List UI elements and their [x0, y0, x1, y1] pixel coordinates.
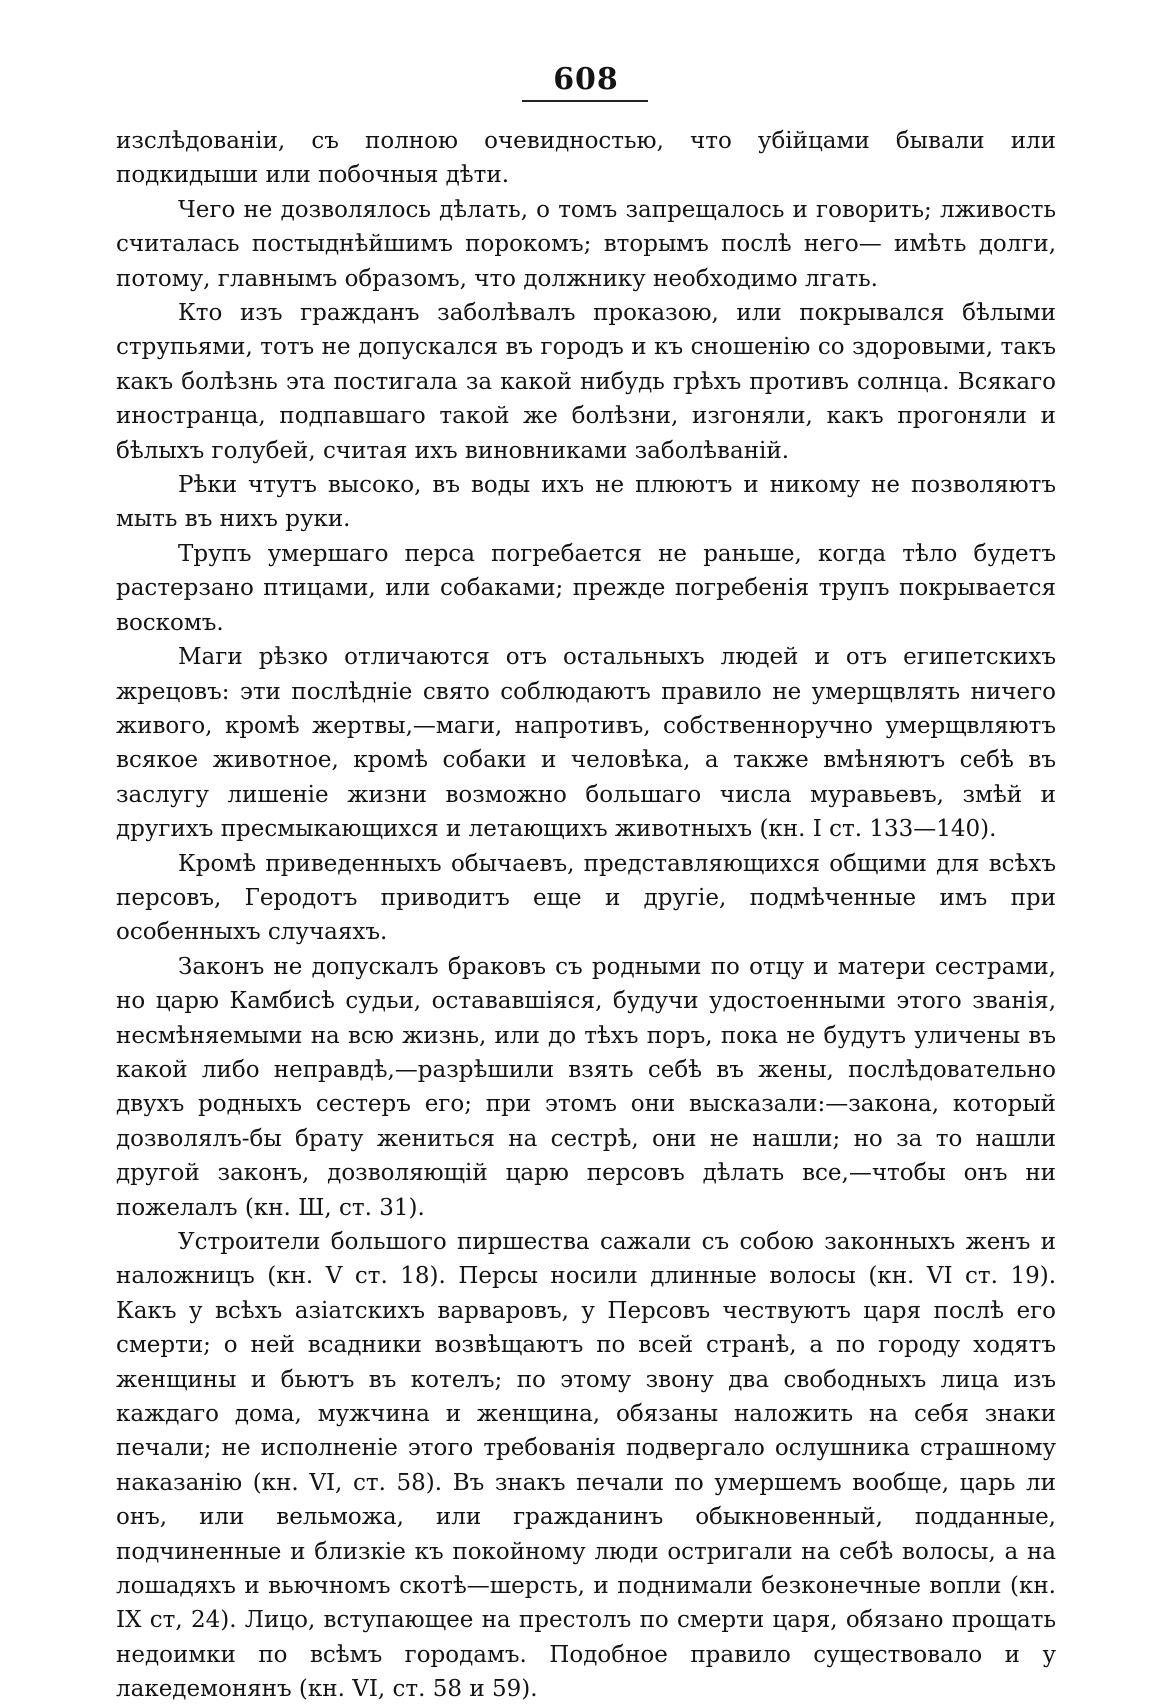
paragraph: изслѣдованіи, съ полною очевидностью, что убійцами бывали или подкидыши или побочныя дѣти. [116, 128, 1056, 189]
page-number: 608 [553, 62, 619, 97]
paragraph: Законъ не допускалъ браковъ съ родными по отцу и матери сестрами, но царю Камбисѣ судьи, остававшіяся, будучи удостоенными этого званія, несмѣняемыми на всю жизнь, или до тѣхъ поръ, пока не будутъ уличены въ какой либо неправдѣ,—разрѣшили взять себѣ въ жены, послѣдовательно двухъ родныхъ сестеръ его; при этомъ они высказали:—закона, который дозволялъ-бы брату жениться на сестрѣ, они не нашли; но за то нашли другой законъ, дозволяющій царю персовъ дѣлать все,—чтобы онъ ни пожелалъ (кн. Ш, ст. 31). [116, 953, 1056, 1221]
paragraph: Устроители большого пиршества сажали съ собою законныхъ женъ и наложницъ (кн. V ст. 18). Персы носили длинные волосы (кн. VI ст. 19). Какъ у всѣхъ азіатскихъ варваровъ, у Персовъ чествуютъ царя послѣ его смерти; о ней всадники возвѣщаютъ по всей странѣ, а по городу ходятъ женщины и бьютъ въ котелъ; по этому звону два свободныхъ лица изъ каждаго дома, мужчина и женщина, обязаны наложить на себя знаки печали; не исполненіе этого требованія подвергало ослушника страшному наказанію (кн. VI, ст. 58). Въ знакъ печали по умершемъ вообще, царь ли онъ, или вельможа, или гражданинъ обыкновенный, подданные, подчиненные и близкіе къ покойному люди остригали на себѣ волосы, а на лошадяхъ и вьючномъ скотѣ—шерсть, и поднимали безконечные вопли (кн. IX ст, 24). Лицо, вступающее на престолъ по смерти царя, обязано прощать недоимки по всѣмъ городамъ. Подобное правило существовало и у лакедемонянъ (кн. VI, ст. 58 и 59). [116, 1229, 1056, 1703]
paragraph: Чего не дозволялось дѣлать, о томъ запрещалось и говорить; лживость считалась постыднѣйшимъ порокомъ; вторымъ послѣ него— имѣть долги, потому, главнымъ образомъ, что должнику необходимо лгать. [116, 196, 1056, 292]
paragraph: Маги рѣзко отличаются отъ остальныхъ людей и отъ египетскихъ жрецовъ: эти послѣдніе свято соблюдаютъ правило не умерщвлять ничего живого, кромѣ жертвы,—маги, напротивъ, собственноручно умерщвляютъ всякое животное, кромѣ собаки и человѣка, а также вмѣняютъ себѣ въ заслугу лишеніе жизни возможно большаго числа муравьевъ, змѣй и другихъ пресмыкающихся и летающихъ животныхъ (кн. I ст. 133—140). [116, 644, 1056, 843]
paragraph: Рѣки чтутъ высоко, въ воды ихъ не плюютъ и никому не позволяютъ мыть въ нихъ руки. [116, 472, 1056, 533]
text-body [116, 124, 1056, 1707]
paragraph: Кромѣ приведенныхъ обычаевъ, представляющихся общими для всѣхъ персовъ, Геродотъ приводитъ еще и другіе, подмѣченные имъ при особенныхъ случаяхъ. [116, 850, 1056, 946]
paragraph: Кто изъ гражданъ заболѣвалъ проказою, или покрывался бѣлыми струпьями, тотъ не допускался въ городъ и къ сношенію со здоровыми, такъ какъ болѣзнь эта постигала за какой нибудь грѣхъ противъ солнца. Всякаго иностранца, подпавшаго такой же болѣзни, изгоняли, какъ прогоняли и бѣлыхъ голубей, считая ихъ виновниками заболѣваній. [116, 300, 1056, 464]
paragraph: Трупъ умершаго перса погребается не раньше, когда тѣло будетъ растерзано птицами, или собаками; прежде погребенія трупъ покрывается воскомъ. [116, 540, 1056, 636]
page-number-rule [522, 100, 648, 102]
